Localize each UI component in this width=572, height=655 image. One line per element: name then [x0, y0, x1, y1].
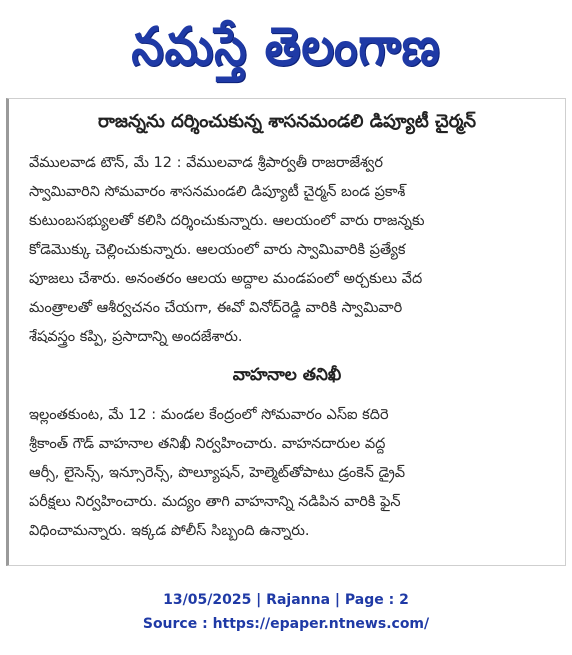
footer-source: Source : https://epaper.ntnews.com/	[142, 616, 430, 632]
article-line: కుటుంబసభ్యులతో కలిసి దర్శించుకున్నారు. ఆలయంలో వారు రాజన్నకు	[29, 213, 425, 229]
newspaper-masthead	[0, 6, 572, 86]
sub-article-headline: వాహనాల తనిఖీ	[232, 365, 342, 385]
article-line: మంత్రాలతో ఆశీర్వచనం చేయగా, ఈవో వినోద్‌రెడ్డి వారికి స్వామివారి	[29, 300, 403, 316]
article-headline: రాజన్నను దర్శించుకున్న శాసనమండలి డిప్యూటీ చైర్మన్	[97, 111, 477, 132]
article-line: ఇల్లంతకుంట, మే 12 : మండల కేంద్రంలో సోమవారం ఎస్ఐ కదిరె	[29, 407, 389, 423]
article-line: కోడెమొక్కు చెల్లించుకున్నారు. ఆలయంలో వారు స్వామివారికి ప్రత్యేక	[29, 242, 406, 258]
masthead-title: నమస్తే తెలంగాణ	[131, 14, 441, 78]
article-line: వేములవాడ టౌన్, మే 12 : వేములవాడ శ్రీపార్వతీ రాజరాజేశ్వర	[29, 155, 383, 171]
article-line: ఆర్సీ, లైసెన్స్, ఇన్సూరెన్స్, పొల్యూషన్, హెల్మెట్‌తోపాటు డ్రంకెన్ డ్రైవ్	[29, 465, 406, 481]
sub-article-body	[29, 401, 549, 546]
article-clipping	[6, 98, 566, 566]
article-line: శ్రీకాంత్ గౌడ్ వాహనాల తనిఖీ నిర్వహించారు. వాహనదారుల వద్ద	[29, 436, 386, 452]
article-line: శేషవస్త్రం కప్పి, ప్రసాదాన్ని అందజేశారు.	[29, 329, 243, 345]
article-line: పూజలు చేశారు. అనంతరం ఆలయ అద్దాల మండపంలో అర్చకులు వేద	[29, 271, 423, 287]
article-line: విధించామన్నారు. ఇక్కడ పోలీస్ సిబ్బంది ఉన్నారు.	[29, 523, 310, 539]
article-body	[29, 149, 549, 352]
article-line: స్వామివారిని సోమవారం శాసనమండలి డిప్యూటీ చైర్మన్ బండ ప్రకాశ్	[29, 184, 406, 200]
article-line: పరీక్షలు నిర్వహించారు. మద్యం తాగి వాహనాన్ని నడిపిన వారికి ఫైన్	[29, 494, 401, 510]
footer-date-page: 13/05/2025 | Rajanna | Page : 2	[163, 592, 409, 608]
